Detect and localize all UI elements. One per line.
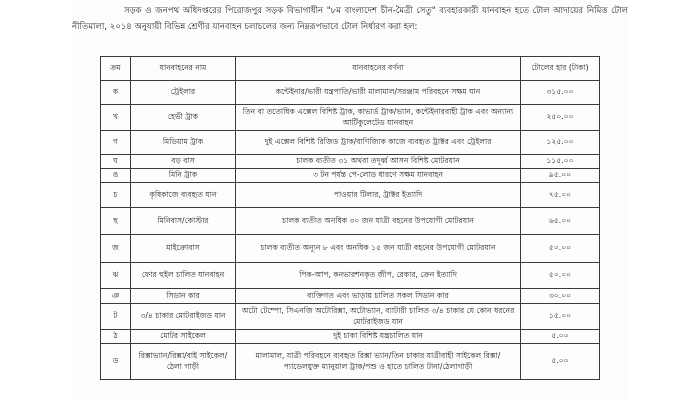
table-row <box>101 183 600 208</box>
cell-vehicle-name: ৩/৪ চাকার মোটরাইজড যান <box>131 304 236 330</box>
table-row <box>101 263 600 289</box>
cell-kram: জ <box>101 235 131 263</box>
cell-vehicle-name: সিডান কার <box>131 289 236 304</box>
cell-toll-rate: ৭৫.০০ <box>521 183 600 208</box>
cell-kram: গ <box>101 131 131 155</box>
cell-vehicle-name: ফোর হুইল চালিত যানবাহন <box>131 263 236 289</box>
cell-vehicle-description: চালক ব্যতীত অন্যূন ৮ এবং অনধিক ১৫ জন যাত্রী বহনের উপযোগী মোটরযান <box>236 235 521 263</box>
table-row <box>101 131 600 155</box>
cell-vehicle-name: রিক্সাভ্যান/রিক্সা/বাই সাইকেল/ঠেলা গাড়ী <box>131 344 236 380</box>
cell-vehicle-name: ট্রেইলার <box>131 81 236 105</box>
cell-vehicle-description: ব্যক্তিগত এবং ভাড়ায় চালিত সকল সিডান কার <box>236 289 521 304</box>
cell-vehicle-description: পাওয়ার টিলার, ট্রাক্টর ইত্যাদি <box>236 183 521 208</box>
table-row <box>101 81 600 105</box>
table-row <box>101 344 600 380</box>
cell-vehicle-description: তিন বা ততোধিক এক্সেল বিশিষ্ট ট্রাক, কাভার্ড ট্রাক/ভ্যান, কন্টেইনারবাহী ট্রাক এবং অন্যান্য আর্টিকুলেটেড যানবাহন <box>236 105 521 131</box>
cell-vehicle-name: মোটর সাইকেল <box>131 330 236 344</box>
table-row <box>101 289 600 304</box>
cell-kram: খ <box>101 105 131 131</box>
cell-toll-rate: ৫০.০০ <box>521 235 600 263</box>
cell-vehicle-description: কন্টেইনার/ভারী যন্ত্রপাতি/ভারী মালামাল/সরঞ্জাম পরিবহনে সক্ষম যান <box>236 81 521 105</box>
header-vehicle-name: যানবাহনের নাম <box>131 57 236 81</box>
header-vehicle-description: যানবাহনের বর্ণনা <box>236 57 521 81</box>
cell-toll-rate: ৩০.০০ <box>521 289 600 304</box>
header-kram: ক্রম <box>101 57 131 81</box>
cell-toll-rate: ১১৫.০০ <box>521 155 600 169</box>
table-header-row <box>101 57 600 81</box>
table-row <box>101 330 600 344</box>
cell-kram: ক <box>101 81 131 105</box>
cell-vehicle-name: হেভী ট্রাক <box>131 105 236 131</box>
cell-kram: ঙ <box>101 169 131 183</box>
cell-vehicle-description: চালক ব্যতীত অনধিক ৩০ জন যাত্রী বহনের উপযোগী মোটরযান <box>236 208 521 235</box>
cell-kram: ছ <box>101 208 131 235</box>
cell-toll-rate: ৯৫.০০ <box>521 169 600 183</box>
cell-vehicle-name: বড় বাস <box>131 155 236 169</box>
cell-vehicle-description: মালামাল, যাত্রী পরিবহনে ব্যবহৃত রিক্সা ভ্যান/তিন চাকার যাত্রীবাহী সাইকেল রিক্সা/প্যাডেলযুক্ত ম্যানুয়াল ট্রাক/পশু ও হাতে চালিত টানা/ঠেলাগাড়ী <box>236 344 521 380</box>
cell-vehicle-description: ৩ টন পর্যন্ত পে-লোড ধারণে সক্ষম যানবাহন <box>236 169 521 183</box>
table-row <box>101 235 600 263</box>
table-row <box>101 169 600 183</box>
cell-vehicle-description: পিক-আপ, কনভারশনকৃত জীপ, রেকার, ক্রেন ইত্যাদি <box>236 263 521 289</box>
cell-kram: ঠ <box>101 330 131 344</box>
cell-vehicle-name: মিনি ট্রাক <box>131 169 236 183</box>
cell-vehicle-description: অটো টেম্পো, সিএনজি অটোরিক্সা, অটোভ্যান, ব্যাটারী চালিত ৩/৪ চাকার যে কোন ধরনের মোটরাইজড যান <box>236 304 521 330</box>
cell-kram: ঝ <box>101 263 131 289</box>
table-row <box>101 155 600 169</box>
cell-kram: ঘ <box>101 155 131 169</box>
table-row <box>101 208 600 235</box>
toll-rate-table <box>100 56 600 380</box>
cell-kram: ট <box>101 304 131 330</box>
table-row <box>101 304 600 330</box>
header-toll-rate: টোলের হার (টাকা) <box>521 57 600 81</box>
document-page <box>72 0 628 400</box>
cell-kram: চ <box>101 183 131 208</box>
cell-toll-rate: ১২৫.০০ <box>521 131 600 155</box>
table-body <box>101 81 600 380</box>
cell-vehicle-name: কৃষিকাজে ব্যবহৃত যান <box>131 183 236 208</box>
cell-kram: ঞ <box>101 289 131 304</box>
intro-paragraph: সড়ক ও জনপথ অধিদপ্তরের পিরোজপুর সড়ক বিভাগাধীন "৮ম বাংলাদেশ চীন-মৈত্রী সেতু" ব্যবহারকারী যানবাহন হতে টোল আদায়ের নিমিত্ত টোল নীতিমালা, ২০১৪ অনুযায়ী বিভিন্ন শ্রেণীর যানবাহন চলাচলের জন্য নিম্নরূপভাবে টোল নির্ধারণ করা হল: <box>72 6 628 32</box>
cell-toll-rate: ৫০.০০ <box>521 263 600 289</box>
cell-vehicle-name: মিনিবাস/কোস্টার <box>131 208 236 235</box>
cell-kram: ড <box>101 344 131 380</box>
cell-vehicle-description: দুই এক্সেল বিশিষ্ট রিজিড ট্রাক/বাণিজ্যিক কাজে ব্যবহৃত ট্রাক্টর এবং ট্রেইলার <box>236 131 521 155</box>
table-row <box>101 105 600 131</box>
cell-toll-rate: ৩১৫.০০ <box>521 81 600 105</box>
cell-toll-rate: ৬৫.০০ <box>521 208 600 235</box>
cell-toll-rate: ৫.০০ <box>521 330 600 344</box>
cell-toll-rate: ২৫০.০০ <box>521 105 600 131</box>
cell-vehicle-name: মিডিয়াম ট্রাক <box>131 131 236 155</box>
cell-toll-rate: ৫.০০ <box>521 344 600 380</box>
cell-vehicle-name: মাইক্রোবাস <box>131 235 236 263</box>
cell-vehicle-description: দুই চাকা বিশিষ্ট যন্ত্রচালিত যান <box>236 330 521 344</box>
cell-vehicle-description: চালক ব্যতীত ৩১ অথবা তদূর্ধ্ব আসন বিশিষ্ট মোটরযান <box>236 155 521 169</box>
cell-toll-rate: ১৫.০০ <box>521 304 600 330</box>
